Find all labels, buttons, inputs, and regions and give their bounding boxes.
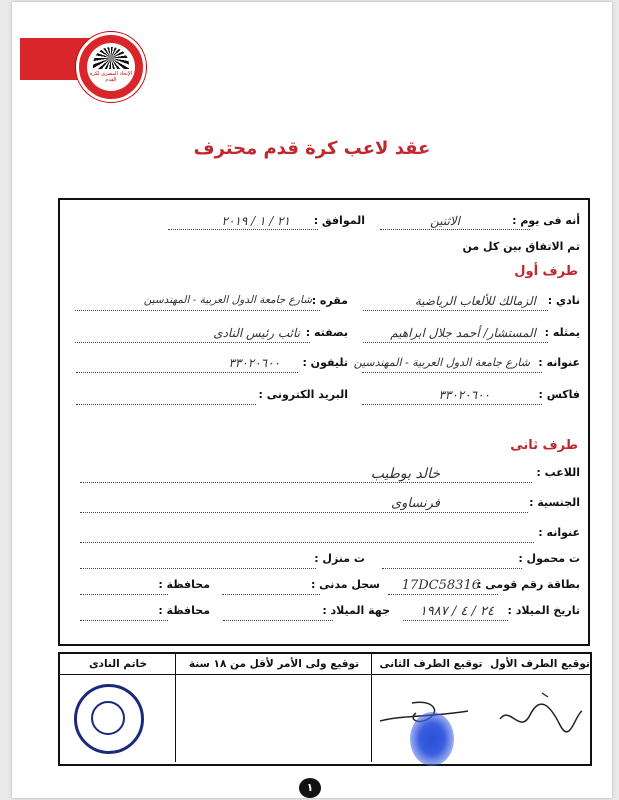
rep-label: يمثله : [544, 326, 580, 339]
sig-party1 [490, 654, 590, 762]
contract-page [12, 2, 612, 798]
date-value: ٢١ / ١ / ٢٠١٩ [221, 214, 290, 228]
club-seal-label: خاتم النادى [60, 654, 176, 675]
phone-label: تليفون : [302, 356, 348, 369]
nationality-label: الجنسية : [529, 496, 580, 509]
gov-label: محافظة : [158, 578, 210, 591]
agreement-text: تم الاتفاق بين كل من [462, 240, 580, 253]
gov2-label: محافظة : [158, 604, 210, 617]
logo-text: الإتحاد المصرى لكرة القدم [89, 71, 133, 83]
fax-value: ٣٣٠٢٠٦٠٠ [438, 388, 490, 402]
date-label: الموافق : [313, 214, 365, 227]
sig-guardian [175, 654, 372, 762]
contract-title: عقد لاعب كرة قدم محترف [193, 138, 431, 159]
party1-title: طرف أول [514, 264, 578, 279]
dob-value: ٢٤ / ٤ / ١٩٨٧ [419, 604, 494, 619]
club-value: الزمالك للألعاب الرياضية [414, 294, 536, 308]
mobile-label: ت محمول : [518, 552, 580, 565]
sig-party1-label: توقيع الطرف الأول [490, 654, 590, 675]
day-label: أنه فى يوم : [512, 214, 580, 227]
pob-label: جهة الميلاد : [322, 604, 390, 617]
nationality-value: فرنساوى [390, 496, 440, 511]
club-label: نادي : [547, 294, 580, 307]
id-label: بطاقة رقم قومى : [477, 578, 580, 591]
sig-guardian-label: توقيع ولى الأمر لأقل من ١٨ سنة [176, 654, 372, 675]
contract-box [58, 198, 590, 646]
civil-value: 17DC58316 [401, 578, 480, 593]
party1-signature [490, 675, 588, 755]
capacity-label: بصفته : [305, 326, 348, 339]
sig-club-seal [60, 654, 176, 762]
email-label: البريد الكترونى : [258, 388, 348, 401]
dob-label: تاريخ الميلاد : [507, 604, 580, 617]
signature-table [58, 652, 592, 766]
party2-title: طرف ثانى [510, 438, 578, 453]
hq-label: مقره : [311, 294, 348, 307]
efa-logo [76, 32, 146, 102]
fax-label: فاكس : [538, 388, 580, 401]
fingerprint [410, 712, 454, 766]
hq-value: شارع جامعة الدول العربية - المهندسين [143, 294, 312, 306]
player-address-label: عنوانه : [538, 526, 580, 539]
player-label: اللاعب : [536, 466, 580, 479]
ball-icon [93, 47, 129, 69]
phone-value: ٣٣٠٢٠٦٠٠ [228, 356, 280, 370]
day-value: الاثنين [430, 214, 460, 228]
page-number: ١ [299, 778, 321, 798]
civil-label: سجل مدنى : [310, 578, 380, 591]
address-label: عنوانه : [538, 356, 580, 369]
sig-party2-label: توقيع الطرف الثانى [372, 654, 490, 675]
address-value: شارع جامعة الدول العربية - المهندسين [353, 356, 530, 369]
player-value: خالد بوطيب [370, 466, 440, 482]
capacity-value: نائب رئيس النادى [213, 326, 300, 340]
home-label: ت منزل : [314, 552, 365, 565]
rep-value: المستشار/ أحمد جلال ابراهيم [390, 326, 536, 340]
club-seal-stamp [74, 684, 144, 754]
